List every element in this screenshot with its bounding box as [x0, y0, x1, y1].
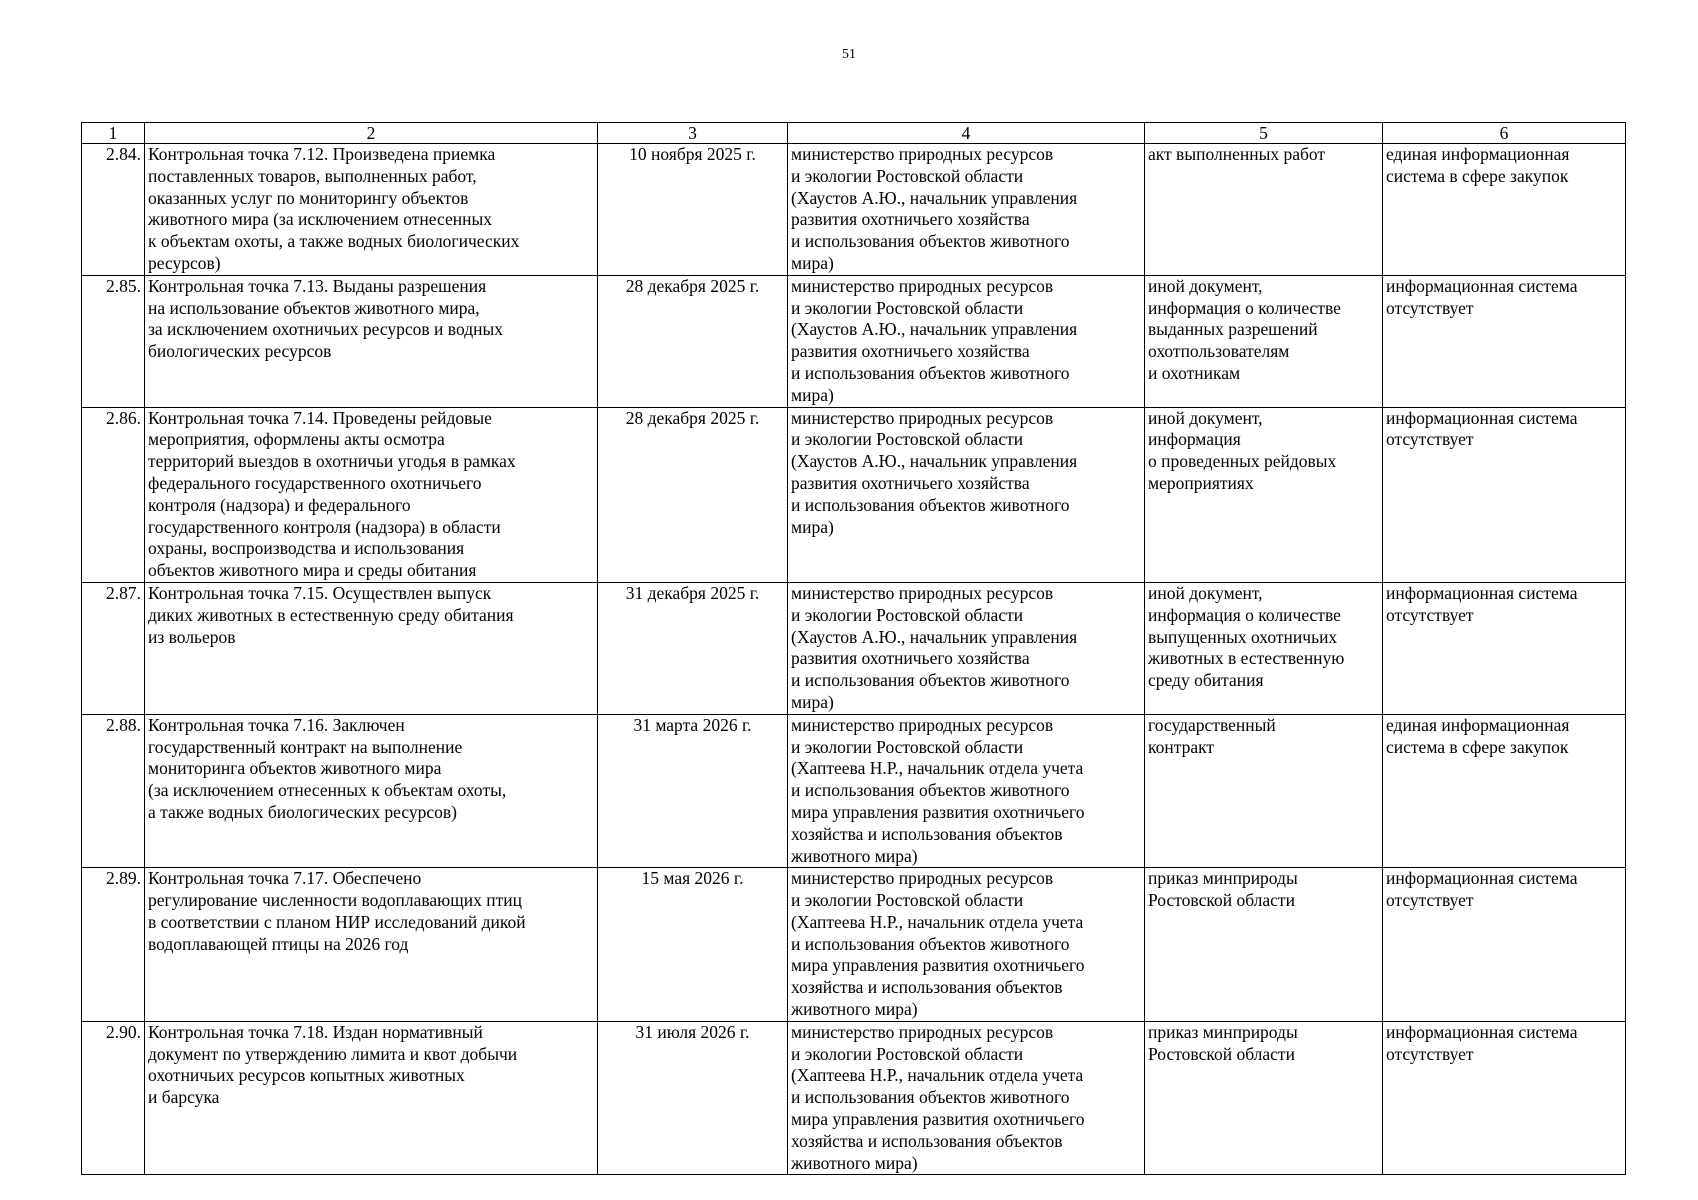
- table-row: [82, 868, 1626, 1022]
- deadline-date: 31 марта 2026 г.: [598, 714, 788, 868]
- control-point-description: Контрольная точка 7.18. Издан нормативный документ по утверждению лимита и квот добычи охотничьих ресурсов копытных животных и барсука: [145, 1021, 598, 1175]
- confirming-document: приказ минприроды Ростовской области: [1145, 868, 1383, 1022]
- control-point-description: Контрольная точка 7.16. Заключен государственный контракт на выполнение мониторинга объектов животного мира (за исключением отнесенных к объектам охоты, а также водных биологических ресурсов): [145, 714, 598, 868]
- responsible-executor: министерство природных ресурсов и экологии Ростовской области (Хаптеева Н.Р., начальник отдела учета и использования объектов животного мира управления развития охотничьего хозяйства и использования объектов животного мира): [788, 868, 1145, 1022]
- control-point-description: Контрольная точка 7.13. Выданы разрешения на использование объектов животного мира, за исключением охотничьих ресурсов и водных биологических ресурсов: [145, 275, 598, 407]
- column-header-2: 2: [145, 123, 598, 144]
- header-row: [82, 123, 1626, 144]
- information-system: единая информационная система в сфере закупок: [1383, 714, 1626, 868]
- page-number: 51: [842, 47, 856, 62]
- column-header-3: 3: [598, 123, 788, 144]
- column-header-1: 1: [82, 123, 145, 144]
- confirming-document: акт выполненных работ: [1145, 144, 1383, 276]
- control-point-description: Контрольная точка 7.15. Осуществлен выпуск диких животных в естественную среду обитания из вольеров: [145, 582, 598, 714]
- table-body: [82, 144, 1626, 1175]
- control-point-description: Контрольная точка 7.12. Произведена приемка поставленных товаров, выполненных работ, оказанных услуг по мониторингу объектов животного мира (за исключением отнесенных к объектам охоты, а также водных биологических ресурсов): [145, 144, 598, 276]
- information-system: информационная система отсутствует: [1383, 582, 1626, 714]
- confirming-document: приказ минприроды Ростовской области: [1145, 1021, 1383, 1175]
- deadline-date: 15 мая 2026 г.: [598, 868, 788, 1022]
- deadline-date: 31 июля 2026 г.: [598, 1021, 788, 1175]
- responsible-executor: министерство природных ресурсов и экологии Ростовской области (Хаптеева Н.Р., начальник отдела учета и использования объектов животного мира управления развития охотничьего хозяйства и использования объектов животного мира): [788, 1021, 1145, 1175]
- control-point-description: Контрольная точка 7.14. Проведены рейдовые мероприятия, оформлены акты осмотра территорий выездов в охотничьи угодья в рамках федерального государственного охотничьего контроля (надзора) и федерального государственного контроля (надзора) в области охраны, воспроизводства и использования объектов животного мира и среды обитания: [145, 407, 598, 582]
- responsible-executor: министерство природных ресурсов и экологии Ростовской области (Хаустов А.Ю., начальник управления развития охотничьего хозяйства и использования объектов животного мира): [788, 407, 1145, 582]
- row-number: 2.87.: [82, 582, 145, 714]
- table-row: [82, 1021, 1626, 1175]
- control-points-table: [81, 122, 1626, 1175]
- column-header-4: 4: [788, 123, 1145, 144]
- deadline-date: 28 декабря 2025 г.: [598, 407, 788, 582]
- column-header-6: 6: [1383, 123, 1626, 144]
- confirming-document: иной документ, информация о количестве выданных разрешений охотпользователям и охотникам: [1145, 275, 1383, 407]
- deadline-date: 28 декабря 2025 г.: [598, 275, 788, 407]
- confirming-document: иной документ, информация о проведенных рейдовых мероприятиях: [1145, 407, 1383, 582]
- information-system: информационная система отсутствует: [1383, 407, 1626, 582]
- information-system: информационная система отсутствует: [1383, 275, 1626, 407]
- row-number: 2.85.: [82, 275, 145, 407]
- table-row: [82, 407, 1626, 582]
- responsible-executor: министерство природных ресурсов и экологии Ростовской области (Хаптеева Н.Р., начальник отдела учета и использования объектов животного мира управления развития охотничьего хозяйства и использования объектов животного мира): [788, 714, 1145, 868]
- row-number: 2.90.: [82, 1021, 145, 1175]
- responsible-executor: министерство природных ресурсов и экологии Ростовской области (Хаустов А.Ю., начальник управления развития охотничьего хозяйства и использования объектов животного мира): [788, 144, 1145, 276]
- table-row: [82, 144, 1626, 276]
- responsible-executor: министерство природных ресурсов и экологии Ростовской области (Хаустов А.Ю., начальник управления развития охотничьего хозяйства и использования объектов животного мира): [788, 582, 1145, 714]
- row-number: 2.89.: [82, 868, 145, 1022]
- deadline-date: 31 декабря 2025 г.: [598, 582, 788, 714]
- responsible-executor: министерство природных ресурсов и экологии Ростовской области (Хаустов А.Ю., начальник управления развития охотничьего хозяйства и использования объектов животного мира): [788, 275, 1145, 407]
- column-header-5: 5: [1145, 123, 1383, 144]
- row-number: 2.84.: [82, 144, 145, 276]
- confirming-document: государственный контракт: [1145, 714, 1383, 868]
- information-system: информационная система отсутствует: [1383, 1021, 1626, 1175]
- table-row: [82, 714, 1626, 868]
- information-system: информационная система отсутствует: [1383, 868, 1626, 1022]
- row-number: 2.88.: [82, 714, 145, 868]
- information-system: единая информационная система в сфере закупок: [1383, 144, 1626, 276]
- control-point-description: Контрольная точка 7.17. Обеспечено регулирование численности водоплавающих птиц в соответствии с планом НИР исследований дикой водоплавающей птицы на 2026 год: [145, 868, 598, 1022]
- table-row: [82, 582, 1626, 714]
- confirming-document: иной документ, информация о количестве выпущенных охотничьих животных в естественную среду обитания: [1145, 582, 1383, 714]
- deadline-date: 10 ноября 2025 г.: [598, 144, 788, 276]
- table-row: [82, 275, 1626, 407]
- row-number: 2.86.: [82, 407, 145, 582]
- table-header: [82, 123, 1626, 144]
